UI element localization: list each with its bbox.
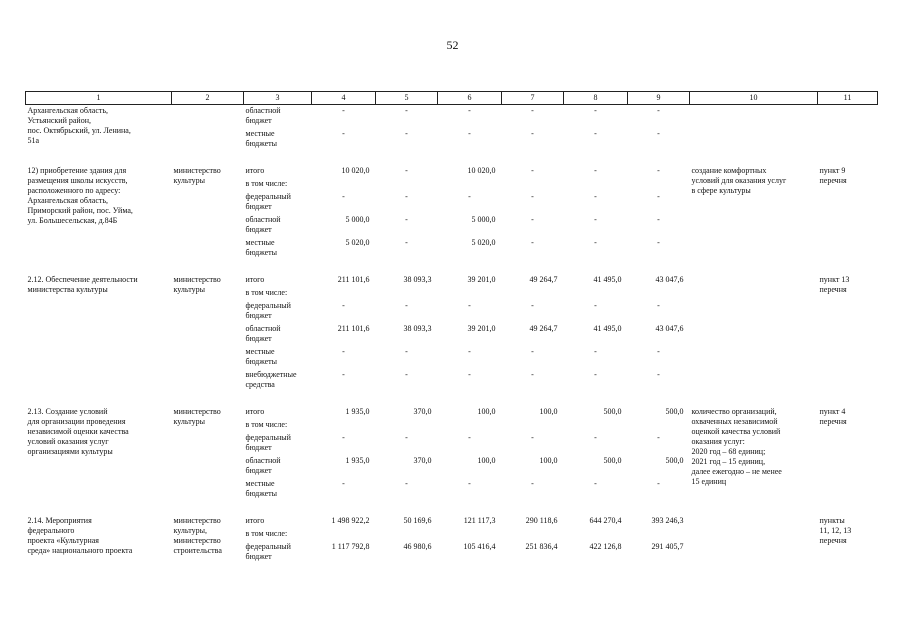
funding-source-cell: федеральный бюджет	[245, 542, 291, 561]
funding-source-cell: итого	[245, 516, 265, 525]
table-row	[26, 515, 878, 528]
executor-cell: министерство культуры	[173, 275, 221, 294]
amount-cell	[502, 419, 564, 432]
amount-cell: -	[657, 479, 660, 488]
funding-source-cell: в том числе:	[245, 179, 288, 188]
amount-cell: 500,0	[603, 456, 622, 465]
amount-cell	[312, 419, 376, 432]
column-header: 8	[564, 92, 628, 105]
amount-cell: -	[594, 106, 597, 115]
activity-name-cell: Архангельская область, Устьянский район, пос. Октябрьский, ул. Ленина, 51а	[27, 106, 131, 145]
reference-cell: пункт 9 перечня	[819, 166, 847, 185]
amount-cell: -	[531, 479, 534, 488]
amount-cell: -	[468, 106, 471, 115]
amount-cell: -	[405, 301, 408, 310]
amount-cell: -	[657, 166, 660, 175]
amount-cell	[564, 287, 628, 300]
result-cell	[690, 105, 818, 152]
activity-name-cell: 2.14. Мероприятия федерального проекта «Культурная среда» национального проекта	[27, 516, 133, 555]
table-row	[26, 165, 878, 178]
funding-source-cell: итого	[245, 166, 265, 175]
amount-cell: -	[342, 106, 345, 115]
amount-cell: -	[531, 192, 534, 201]
amount-cell: -	[657, 347, 660, 356]
amount-cell: -	[594, 370, 597, 379]
amount-cell: 1 935,0	[345, 407, 370, 416]
amount-cell: -	[405, 192, 408, 201]
column-header: 4	[312, 92, 376, 105]
amount-cell	[564, 178, 628, 191]
funding-source-cell: внебюджетные средства	[245, 370, 297, 389]
amount-cell	[438, 287, 502, 300]
column-header: 7	[502, 92, 564, 105]
amount-cell	[376, 419, 438, 432]
amount-cell: 41 495,0	[593, 324, 622, 333]
amount-cell: -	[405, 106, 408, 115]
executor-cell: министерство культуры, министерство строительства	[173, 516, 222, 555]
amount-cell	[502, 178, 564, 191]
amount-cell	[312, 287, 376, 300]
executor-cell	[172, 105, 244, 152]
column-header: 6	[438, 92, 502, 105]
amount-cell: 50 169,6	[403, 516, 432, 525]
amount-cell	[502, 528, 564, 541]
funding-source-cell: в том числе:	[245, 288, 288, 297]
amount-cell: -	[405, 215, 408, 224]
amount-cell: 370,0	[413, 407, 432, 416]
amount-cell: 43 047,6	[655, 275, 684, 284]
funding-source-cell: местные бюджеты	[245, 129, 278, 148]
amount-cell: 49 264,7	[529, 275, 558, 284]
amount-cell: -	[657, 192, 660, 201]
amount-cell: 5 020,0	[345, 238, 370, 247]
amount-cell: -	[531, 238, 534, 247]
amount-cell: -	[531, 215, 534, 224]
amount-cell: 370,0	[413, 456, 432, 465]
amount-cell: -	[468, 129, 471, 138]
amount-cell: 5 020,0	[471, 238, 496, 247]
amount-cell: -	[342, 192, 345, 201]
funding-source-cell: местные бюджеты	[245, 479, 278, 498]
amount-cell: -	[657, 215, 660, 224]
amount-cell: -	[342, 370, 345, 379]
table-row	[26, 105, 878, 129]
amount-cell: -	[594, 238, 597, 247]
amount-cell: -	[594, 301, 597, 310]
amount-cell: -	[531, 166, 534, 175]
amount-cell: -	[342, 301, 345, 310]
amount-cell: 644 270,4	[589, 516, 622, 525]
funding-source-cell: областной бюджет	[245, 324, 281, 343]
executor-cell: министерство культуры	[173, 166, 221, 185]
amount-cell: -	[468, 370, 471, 379]
amount-cell: -	[594, 479, 597, 488]
amount-cell: -	[531, 347, 534, 356]
amount-cell: -	[531, 301, 534, 310]
amount-cell: -	[342, 433, 345, 442]
amount-cell: -	[531, 129, 534, 138]
amount-cell: -	[531, 106, 534, 115]
reference-cell: пункты 11, 12, 13 перечня	[819, 516, 852, 545]
amount-cell: 211 101,6	[337, 275, 370, 284]
amount-cell: 5 000,0	[471, 215, 496, 224]
amount-cell: -	[594, 433, 597, 442]
funding-source-cell: местные бюджеты	[245, 347, 278, 366]
amount-cell: 100,0	[539, 407, 558, 416]
amount-cell: 105 416,4	[463, 542, 496, 551]
result-cell: создание комфортных условий для оказания услуг в сфере культуры	[691, 166, 787, 195]
amount-cell: -	[531, 433, 534, 442]
amount-cell: 41 495,0	[593, 275, 622, 284]
block-spacer	[26, 151, 878, 165]
reference-cell: пункт 4 перечня	[819, 407, 847, 426]
column-header: 5	[376, 92, 438, 105]
result-cell	[690, 274, 818, 392]
spacer-cell	[26, 151, 878, 165]
block-spacer	[26, 392, 878, 406]
amount-cell: 39 201,0	[467, 275, 496, 284]
amount-cell: -	[657, 301, 660, 310]
amount-cell: -	[405, 433, 408, 442]
amount-cell: -	[405, 370, 408, 379]
amount-cell	[438, 528, 502, 541]
funding-source-cell: итого	[245, 407, 265, 416]
amount-cell	[502, 287, 564, 300]
funding-source-cell: федеральный бюджет	[245, 433, 291, 452]
amount-cell: 393 246,3	[651, 516, 684, 525]
amount-cell: -	[342, 129, 345, 138]
column-header: 1	[26, 92, 172, 105]
amount-cell: 39 201,0	[467, 324, 496, 333]
column-header: 10	[690, 92, 818, 105]
amount-cell: 500,0	[665, 456, 684, 465]
amount-cell: -	[657, 129, 660, 138]
amount-cell: -	[594, 347, 597, 356]
spacer-cell	[26, 260, 878, 274]
amount-cell: -	[594, 192, 597, 201]
funding-source-cell: местные бюджеты	[245, 238, 278, 257]
spacer-cell	[26, 501, 878, 515]
amount-cell: 46 980,6	[403, 542, 432, 551]
amount-cell	[628, 419, 690, 432]
amount-cell: -	[405, 166, 408, 175]
activity-name-cell: 2.12. Обеспечение деятельности министерства культуры	[27, 275, 138, 294]
activity-name-cell: 12) приобретение здания для размещения школы искусств, расположенного по адресу: Архангельская область, Приморский район, пос. Уйма, ул. Большесельская, д.84Б	[27, 166, 133, 225]
amount-cell: -	[468, 301, 471, 310]
funding-source-cell: федеральный бюджет	[245, 301, 291, 320]
amount-cell: -	[468, 479, 471, 488]
funding-source-cell: федеральный бюджет	[245, 192, 291, 211]
amount-cell: 38 093,3	[403, 275, 432, 284]
reference-cell	[818, 105, 878, 152]
amount-cell	[628, 178, 690, 191]
amount-cell: -	[657, 433, 660, 442]
amount-cell: 49 264,7	[529, 324, 558, 333]
amount-cell: 251 836,4	[525, 542, 558, 551]
amount-cell	[376, 178, 438, 191]
reference-cell: пункт 13 перечня	[819, 275, 850, 294]
amount-cell: 1 117 792,8	[331, 542, 370, 551]
amount-cell: -	[468, 192, 471, 201]
amount-cell: 121 117,3	[463, 516, 496, 525]
column-header: 9	[628, 92, 690, 105]
amount-cell: 500,0	[665, 407, 684, 416]
amount-cell	[628, 287, 690, 300]
amount-cell	[376, 528, 438, 541]
page-number: 52	[446, 38, 459, 52]
amount-cell: -	[657, 370, 660, 379]
amount-cell: -	[531, 370, 534, 379]
amount-cell: -	[594, 129, 597, 138]
amount-cell: 290 118,6	[525, 516, 558, 525]
result-cell: количество организаций, охваченных независимой оценкой качества условий оказания услуг: 2020 год – 68 единиц; 2021 год – 15 единиц, далее ежегодно – не менее 15 единиц	[691, 407, 782, 486]
amount-cell: 38 093,3	[403, 324, 432, 333]
amount-cell	[438, 178, 502, 191]
amount-cell	[312, 178, 376, 191]
amount-cell: 100,0	[477, 407, 496, 416]
block-spacer	[26, 501, 878, 515]
amount-cell: 211 101,6	[337, 324, 370, 333]
amount-cell: -	[342, 479, 345, 488]
budget-table	[25, 91, 878, 564]
table-row	[26, 406, 878, 419]
amount-cell: 10 020,0	[467, 166, 496, 175]
amount-cell: 291 405,7	[651, 542, 684, 551]
column-header: 2	[172, 92, 244, 105]
funding-source-cell: в том числе:	[245, 529, 288, 538]
column-header: 3	[244, 92, 312, 105]
amount-cell: -	[657, 238, 660, 247]
amount-cell: -	[468, 347, 471, 356]
amount-cell: -	[594, 166, 597, 175]
block-spacer	[26, 260, 878, 274]
amount-cell: 500,0	[603, 407, 622, 416]
funding-source-cell: областной бюджет	[245, 456, 281, 475]
amount-cell	[628, 528, 690, 541]
amount-cell: 43 047,6	[655, 324, 684, 333]
spacer-cell	[26, 392, 878, 406]
amount-cell	[438, 419, 502, 432]
amount-cell	[312, 528, 376, 541]
amount-cell	[376, 287, 438, 300]
funding-source-cell: в том числе:	[245, 420, 288, 429]
amount-cell	[564, 528, 628, 541]
amount-cell: -	[342, 347, 345, 356]
amount-cell: -	[657, 106, 660, 115]
column-number-row	[26, 92, 878, 105]
amount-cell: 100,0	[477, 456, 496, 465]
result-cell	[690, 515, 818, 564]
executor-cell: министерство культуры	[173, 407, 221, 426]
amount-cell: -	[405, 479, 408, 488]
amount-cell: 10 020,0	[341, 166, 370, 175]
amount-cell: 1 935,0	[345, 456, 370, 465]
amount-cell: -	[405, 347, 408, 356]
amount-cell: 100,0	[539, 456, 558, 465]
funding-source-cell: областной бюджет	[245, 106, 281, 125]
amount-cell: -	[405, 129, 408, 138]
amount-cell: -	[468, 433, 471, 442]
column-header: 11	[818, 92, 878, 105]
amount-cell	[564, 419, 628, 432]
amount-cell: 1 498 922,2	[331, 516, 370, 525]
funding-source-cell: итого	[245, 275, 265, 284]
amount-cell: -	[594, 215, 597, 224]
funding-source-cell: областной бюджет	[245, 215, 281, 234]
amount-cell: 422 126,8	[589, 542, 622, 551]
table-row	[26, 274, 878, 287]
amount-cell: -	[405, 238, 408, 247]
amount-cell: 5 000,0	[345, 215, 370, 224]
activity-name-cell: 2.13. Создание условий для организации проведения независимой оценки качества условий оказания услуг организациями культуры	[27, 407, 129, 456]
